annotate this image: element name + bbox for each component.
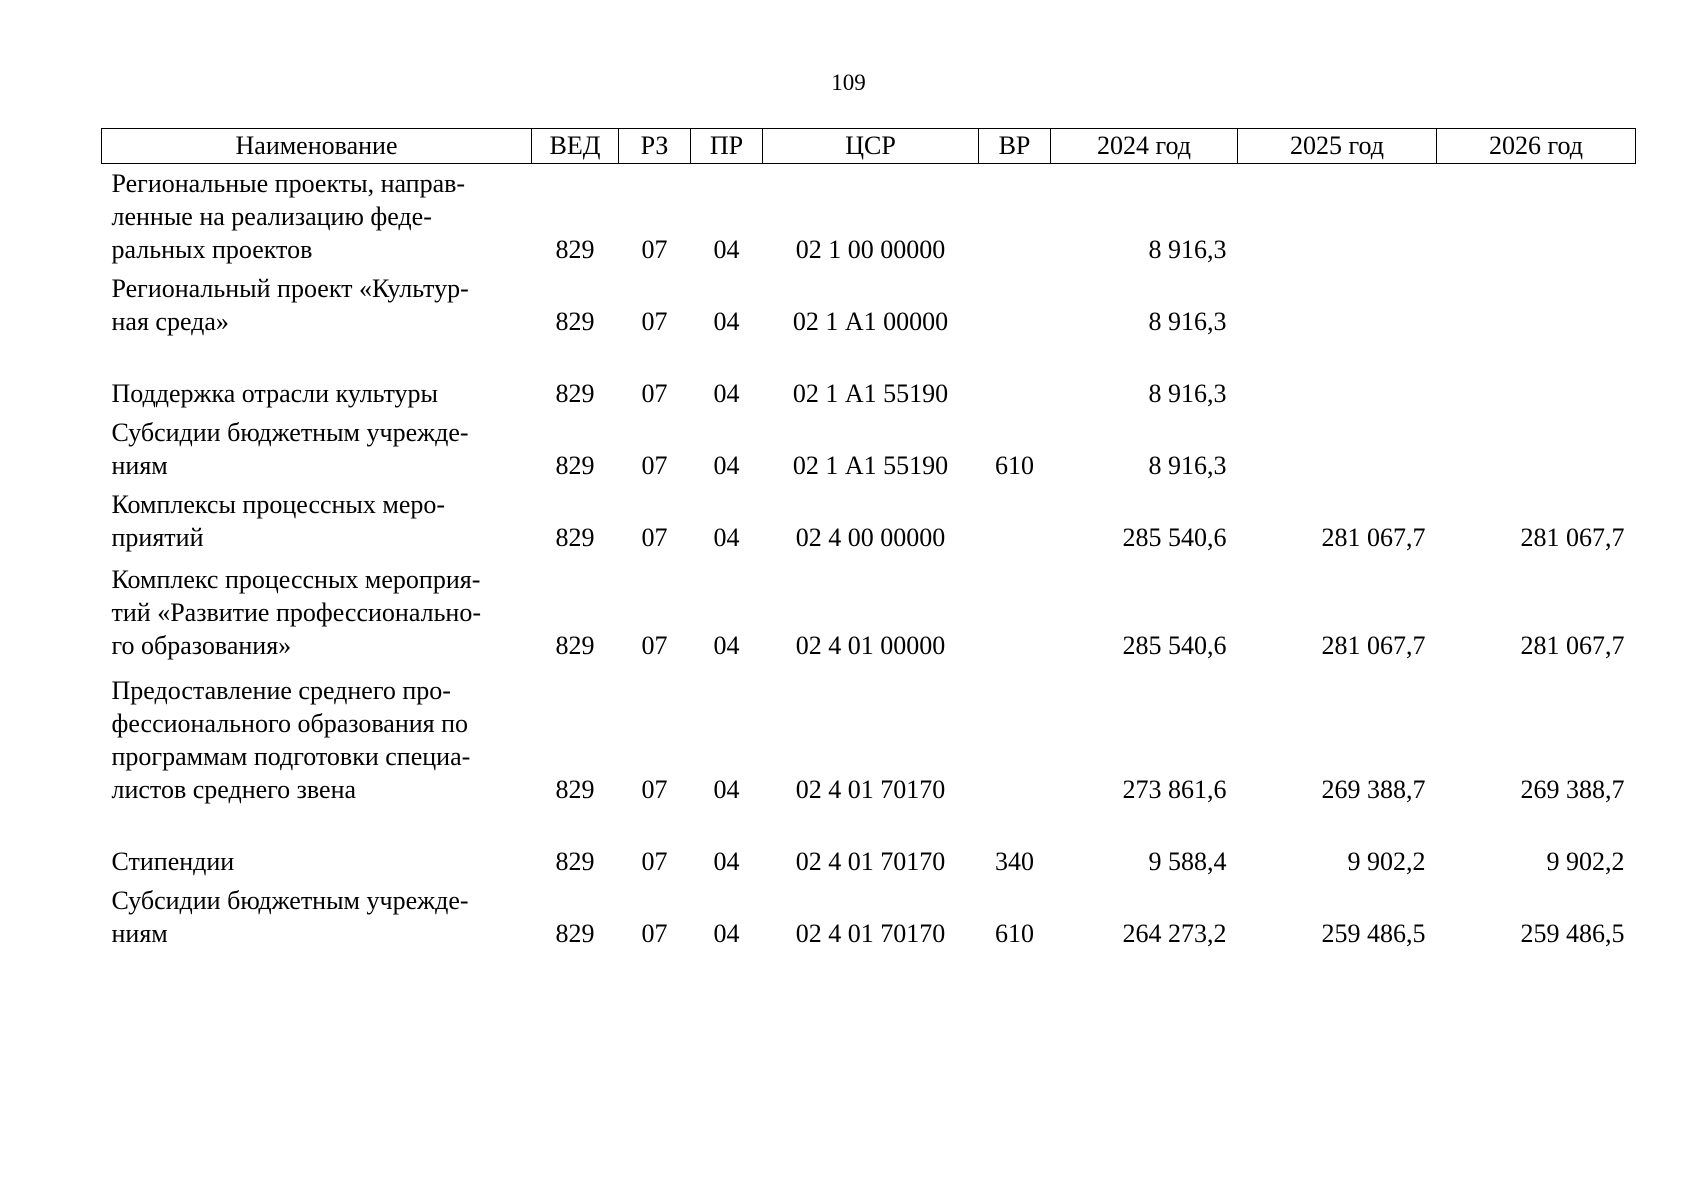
cell-name <box>102 662 532 806</box>
cell-year-2025 <box>1238 410 1437 482</box>
cell-name <box>102 482 532 554</box>
cell-year-2024: 9 588,4 <box>1148 846 1227 876</box>
header-year-2026: 2026 год <box>1437 129 1636 164</box>
cell-year-2024: 264 273,2 <box>1122 918 1227 948</box>
cell-name <box>102 806 532 878</box>
cell-csr: 02 4 01 70170 <box>795 774 946 804</box>
cell-year-2025: 269 388,7 <box>1321 774 1426 804</box>
cell-year-2025: 281 067,7 <box>1321 630 1426 660</box>
name-line: Комплекс процессных мероприя- <box>111 564 481 594</box>
name-line: ниям <box>111 918 168 948</box>
cell-name <box>102 164 532 266</box>
header-vr: ВР <box>979 129 1051 164</box>
cell-year-2026: 281 067,7 <box>1520 630 1625 660</box>
cell-rz: 07 <box>641 234 668 264</box>
cell-pr: 04 <box>713 630 740 660</box>
header-year-2024: 2024 год <box>1051 129 1238 164</box>
cell-year-2026: 281 067,7 <box>1520 522 1625 552</box>
cell-vr: 610 <box>995 918 1034 948</box>
cell-year-2026 <box>1437 410 1636 482</box>
cell-vr <box>979 482 1051 554</box>
cell-year-2024: 285 540,6 <box>1122 522 1227 552</box>
cell-ved: 829 <box>555 846 595 876</box>
name-line: Комплексы процессных меро- <box>111 489 446 519</box>
budget-table <box>101 128 1636 950</box>
name-line: ральных проектов <box>111 234 313 264</box>
cell-rz: 07 <box>641 774 668 804</box>
table-body <box>102 164 1636 950</box>
cell-csr: 02 1 А1 55190 <box>792 378 949 408</box>
name-line: Субсидии бюджетным учрежде- <box>111 417 469 447</box>
cell-rz: 07 <box>641 918 668 948</box>
cell-rz: 07 <box>641 450 668 480</box>
header-csr: ЦСР <box>763 129 979 164</box>
cell-ved: 829 <box>555 522 595 552</box>
cell-year-2025 <box>1238 164 1437 266</box>
name-line: программам подготовки специа- <box>111 741 471 771</box>
table-row <box>102 806 1636 878</box>
cell-pr: 04 <box>713 450 740 480</box>
cell-vr <box>979 662 1051 806</box>
name-line: приятий <box>111 522 204 552</box>
cell-vr <box>979 338 1051 410</box>
cell-csr: 02 4 01 00000 <box>795 630 946 660</box>
cell-year-2026: 259 486,5 <box>1520 918 1625 948</box>
name-line: Предоставление среднего про- <box>111 675 451 705</box>
header-pr: ПР <box>691 129 763 164</box>
cell-name <box>102 338 532 410</box>
cell-ved: 829 <box>555 306 595 336</box>
table-row <box>102 266 1636 338</box>
cell-year-2026 <box>1437 266 1636 338</box>
name-line: тий «Развитие профессионально- <box>111 597 481 627</box>
cell-year-2026 <box>1437 338 1636 410</box>
name-line: листов среднего звена <box>111 774 357 804</box>
header-name: Наименование <box>102 129 532 164</box>
cell-pr: 04 <box>713 522 740 552</box>
cell-year-2024: 8 916,3 <box>1148 378 1227 408</box>
cell-rz: 07 <box>641 522 668 552</box>
cell-year-2024: 273 861,6 <box>1122 774 1227 804</box>
cell-year-2025: 259 486,5 <box>1321 918 1426 948</box>
header-rz: РЗ <box>619 129 691 164</box>
table-row <box>102 554 1636 662</box>
cell-ved: 829 <box>555 774 595 804</box>
cell-name <box>102 410 532 482</box>
cell-csr: 02 4 01 70170 <box>795 846 946 876</box>
cell-year-2024: 8 916,3 <box>1148 450 1227 480</box>
cell-name <box>102 878 532 950</box>
table-row <box>102 662 1636 806</box>
cell-csr: 02 1 А1 55190 <box>792 450 949 480</box>
cell-vr: 610 <box>995 450 1034 480</box>
header-year-2025: 2025 год <box>1238 129 1437 164</box>
cell-pr: 04 <box>713 774 740 804</box>
cell-year-2025: 9 902,2 <box>1347 846 1426 876</box>
name-line: ленные на реализацию феде- <box>111 201 432 231</box>
name-line: Поддержка отрасли культуры <box>111 378 439 408</box>
cell-vr <box>979 164 1051 266</box>
cell-year-2024: 8 916,3 <box>1148 306 1227 336</box>
cell-pr: 04 <box>713 846 740 876</box>
cell-ved: 829 <box>555 450 595 480</box>
cell-year-2024: 285 540,6 <box>1122 630 1227 660</box>
cell-pr: 04 <box>713 918 740 948</box>
name-line: ниям <box>111 450 168 480</box>
cell-name <box>102 266 532 338</box>
cell-ved: 829 <box>555 234 595 264</box>
name-line: Региональный проект «Культур- <box>111 273 469 303</box>
cell-csr: 02 4 01 70170 <box>795 918 946 948</box>
cell-rz: 07 <box>641 846 668 876</box>
name-line: го образования» <box>111 630 292 660</box>
cell-name <box>102 554 532 662</box>
cell-year-2025: 281 067,7 <box>1321 522 1426 552</box>
cell-year-2025 <box>1238 266 1437 338</box>
cell-year-2026: 9 902,2 <box>1546 846 1625 876</box>
cell-vr <box>979 266 1051 338</box>
cell-year-2025 <box>1238 338 1437 410</box>
cell-ved: 829 <box>555 630 595 660</box>
name-line: Региональные проекты, направ- <box>111 168 466 198</box>
cell-pr: 04 <box>713 234 740 264</box>
cell-year-2024: 8 916,3 <box>1148 234 1227 264</box>
cell-rz: 07 <box>641 378 668 408</box>
cell-ved: 829 <box>555 918 595 948</box>
table-row <box>102 410 1636 482</box>
name-line: Субсидии бюджетным учрежде- <box>111 885 469 915</box>
cell-ved: 829 <box>555 378 595 408</box>
header-ved: ВЕД <box>532 129 619 164</box>
cell-csr: 02 1 00 00000 <box>795 234 946 264</box>
cell-csr: 02 1 А1 00000 <box>792 306 949 336</box>
name-line: Стипендии <box>111 846 235 876</box>
table-row <box>102 878 1636 950</box>
table-row <box>102 164 1636 266</box>
page-number: 109 <box>831 70 866 95</box>
table-header-row <box>102 129 1636 164</box>
cell-pr: 04 <box>713 306 740 336</box>
cell-vr: 340 <box>995 846 1034 876</box>
cell-rz: 07 <box>641 306 668 336</box>
cell-csr: 02 4 00 00000 <box>795 522 946 552</box>
table-row <box>102 482 1636 554</box>
cell-vr <box>979 554 1051 662</box>
cell-rz: 07 <box>641 630 668 660</box>
cell-year-2026: 269 388,7 <box>1520 774 1625 804</box>
name-line: ная среда» <box>111 306 229 336</box>
cell-year-2026 <box>1437 164 1636 266</box>
table-row <box>102 338 1636 410</box>
name-line: фессионального образования по <box>111 708 469 738</box>
cell-pr: 04 <box>713 378 740 408</box>
